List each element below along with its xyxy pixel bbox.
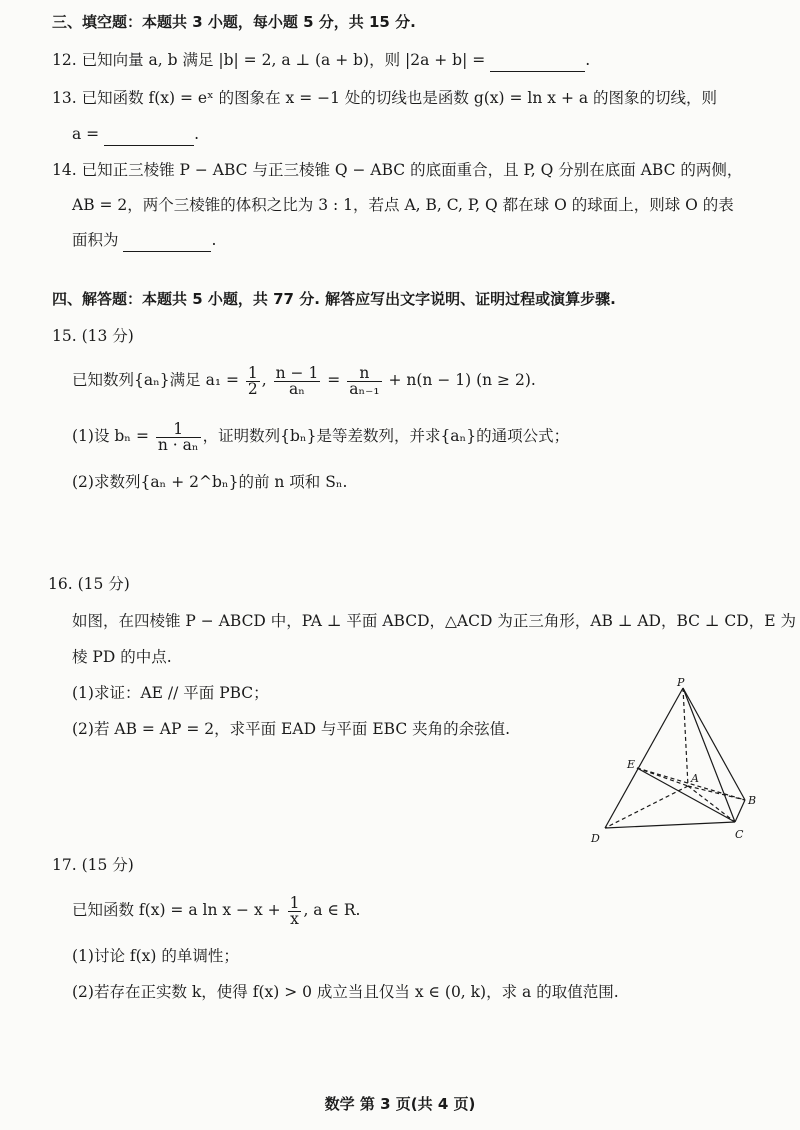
q15-a1-num: 1 (247, 363, 258, 382)
question-14 (52, 158, 742, 182)
question-14-line3 (72, 228, 216, 252)
label-C: C (735, 828, 744, 841)
q15-stem: 已知数列{aₙ}满足 a₁ = $\frac{1}{2}$ , $\frac{n - 1}{\text{aₙ}}$ = $\frac{n}{\text{aₙ₋₁}}$ + n(n − 1) (n ≥ 2). (72, 363, 536, 398)
label-A: A (691, 772, 699, 785)
label-D: D (591, 832, 600, 845)
q15-stem-prefix: 已知数列{aₙ}满足 a₁ = (72, 371, 239, 389)
q15-part2: (2)求数列{aₙ + 2^bₙ}的前 n 项和 Sₙ. (72, 473, 348, 491)
q15-label: 15. (13 分) (52, 327, 134, 345)
q13-answer-blank[interactable] (104, 127, 194, 146)
q13-prefix: a = (72, 125, 100, 143)
edge-PD (605, 688, 683, 828)
q12-end: . (585, 51, 591, 69)
q16-label: 16. (15 分) (48, 575, 130, 593)
edge-PA (683, 688, 688, 786)
q15-p1-prefix: (1)设 bₙ = (72, 427, 149, 445)
q15-p1-suffix: ，证明数列{bₙ}是等差数列，并求{aₙ}的通项公式； (202, 427, 570, 445)
q17-part1: (1)讨论 f(x) 的单调性； (72, 947, 239, 965)
q17-part2: (2)若存在正实数 k，使得 f(x) > 0 成立当且仅当 x ∈ (0, k)，求 a 的取值范围. (72, 983, 619, 1001)
q14-line2: AB = 2，两个三棱锥的体积之比为 3 : 1，若点 A, B, C, P, Q 都在球 O 的球面上，则球 O 的表 (72, 196, 734, 214)
q17-fraction (288, 893, 302, 928)
q15-p1-den: n · aₙ (157, 435, 199, 454)
q15-stem-suffix: + n(n − 1) (n ≥ 2). (388, 371, 536, 389)
q15-part1 (72, 416, 569, 456)
q15-rel2-den: aₙ₋₁ (349, 379, 380, 398)
q15-rel2-num: n (347, 366, 381, 382)
segment-EC (637, 768, 735, 822)
q15-rel-den: aₙ (289, 379, 305, 398)
q14-prefix: 面积为 (72, 231, 119, 249)
q15-rel-fraction (274, 363, 321, 398)
q14-line1: 已知正三棱锥 P − ABC 与正三棱锥 Q − ABC 的底面重合，且 P, Q 分别在底面 ABC 的两侧， (81, 161, 743, 179)
q17-frac-num: 1 (289, 893, 300, 912)
q17-stem-prefix: 已知函数 f(x) = a ln x − x + (72, 901, 281, 919)
q16-line1: 如图，在四棱锥 P − ABCD 中，PA ⊥ 平面 ABCD，△ACD 为正三角形，AB ⊥ AD，BC ⊥ CD，E 为 (72, 612, 796, 630)
q15-rel-num: n − 1 (275, 363, 319, 382)
q15-p1-fraction (156, 419, 201, 454)
label-P: P (677, 678, 685, 689)
edge-DC (605, 822, 735, 828)
q17-frac-den: x (290, 909, 299, 928)
q15-p1-num: 1 (156, 422, 201, 438)
q12-answer-blank[interactable] (490, 53, 585, 72)
question-13-line2 (72, 122, 199, 146)
page-footer: 数学 第 3 页(共 4 页) (324, 1095, 476, 1113)
section-3-heading: 三、填空题：本题共 3 小题，每小题 5 分，共 15 分. (52, 13, 416, 31)
q16-part2: (2)若 AB = AP = 2，求平面 EAD 与平面 EBC 夹角的余弦值. (72, 720, 511, 738)
q14-number: 14. (52, 161, 77, 179)
edge-AD (605, 786, 688, 828)
q12-number: 12. (52, 51, 77, 69)
edge-PC (683, 688, 735, 822)
q15-a1-den: 2 (247, 379, 258, 398)
q17-stem-suffix: , a ∈ R. (303, 901, 361, 919)
q15-a1-fraction (246, 363, 260, 398)
q13-text: 已知函数 f(x) = eˣ 的图象在 x = −1 处的切线也是函数 g(x) = ln x + a 的图象的切线，则 (81, 89, 718, 107)
edge-BC (735, 800, 745, 822)
q17-label: 17. (15 分) (52, 856, 134, 874)
q15-rel-eq: = (327, 371, 341, 389)
section-4-heading: 四、解答题：本题共 5 小题，共 77 分. 解答应写出文字说明、证明过程或演算步骤. (52, 290, 616, 308)
pyramid-figure (585, 678, 770, 848)
label-B: B (748, 794, 757, 807)
question-13 (52, 86, 717, 110)
q14-end: . (211, 231, 217, 249)
q13-end: . (194, 125, 200, 143)
question-12 (52, 48, 590, 72)
q14-answer-blank[interactable] (123, 233, 211, 252)
q17-stem (72, 890, 360, 930)
label-E: E (627, 758, 636, 771)
edge-AB (688, 786, 745, 800)
q16-line2: 棱 PD 的中点. (72, 648, 172, 666)
q16-part1: (1)求证：AE // 平面 PBC； (72, 684, 269, 702)
q15-rel2-fraction (347, 363, 381, 398)
q12-text: 已知向量 a, b 满足 |b| = 2, a ⊥ (a + b)，则 |2a + b| = (81, 51, 486, 69)
q13-number: 13. (52, 89, 77, 107)
